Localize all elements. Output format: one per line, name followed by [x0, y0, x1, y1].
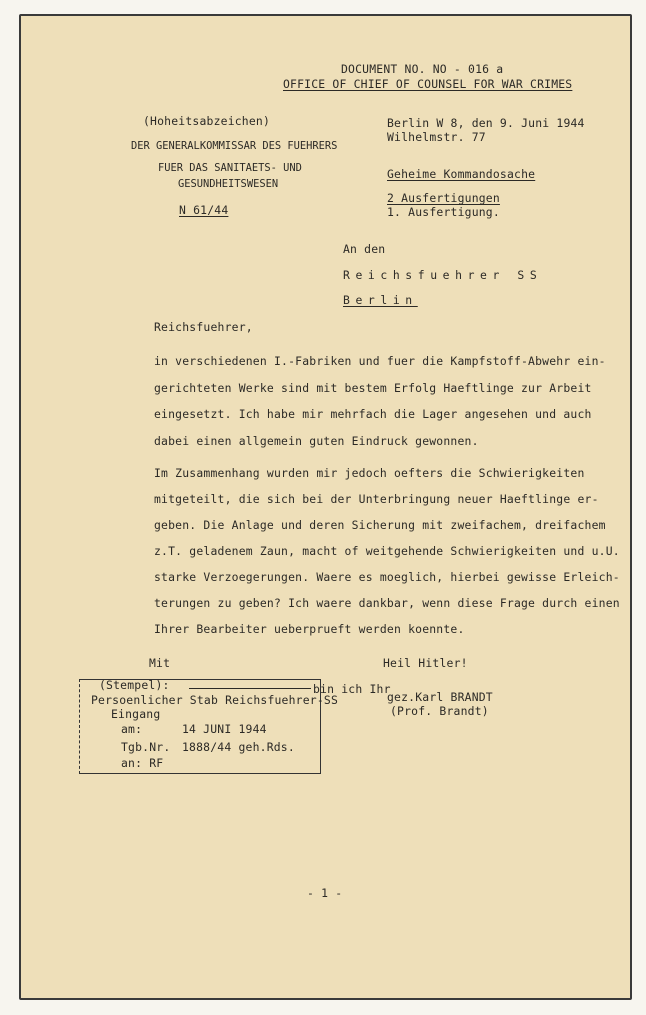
- paragraph-line: mitgeteilt, die sich bei der Unterbringung neuer Haeftlinge er-: [154, 492, 599, 506]
- paragraph-line: in verschiedenen I.-Fabriken und fuer die Kampfstoff-Abwehr ein-: [154, 354, 606, 368]
- signature: gez.Karl BRANDT: [387, 690, 493, 704]
- stamp-an: an: RF: [121, 756, 164, 770]
- paragraph-line: terungen zu geben? Ich waere dankbar, wenn diese Frage durch einen: [154, 596, 620, 610]
- paragraph-line: z.T. geladenem Zaun, macht of weitgehende Schwierigkeiten und u.U.: [154, 544, 620, 558]
- document-page: [19, 14, 632, 1000]
- sender-reference: N 61/44: [179, 203, 229, 217]
- recipient-line1: An den: [343, 242, 386, 256]
- stamp-am-label: am:: [121, 722, 143, 736]
- stamp-tgb-value: 1888/44 geh.Rds.: [182, 740, 295, 754]
- page-number: - 1 -: [307, 886, 343, 900]
- paragraph-line: geben. Die Anlage und deren Sicherung mit zweifachem, dreifachem: [154, 518, 606, 532]
- recipient-line2: Reichsfuehrer SS: [343, 268, 543, 282]
- signature-title: (Prof. Brandt): [390, 704, 489, 718]
- paragraph-line: gerichteten Werke sind mit bestem Erfolg Haeftlinge zur Arbeit: [154, 381, 592, 395]
- street-address: Wilhelmstr. 77: [387, 130, 486, 144]
- closing-middle: bin ich Ihr: [313, 682, 391, 696]
- office-heading: OFFICE OF CHIEF OF COUNSEL FOR WAR CRIMES: [283, 77, 573, 91]
- paragraph-line: Ihrer Bearbeiter ueberprueft werden koennte.: [154, 622, 465, 636]
- sender-line1: DER GENERALKOMMISSAR DES FUEHRERS: [131, 140, 338, 152]
- closing-right: Heil Hitler!: [383, 656, 468, 670]
- classification-secret: Geheime Kommandosache: [387, 167, 536, 181]
- sender-emblem: (Hoheitsabzeichen): [143, 114, 271, 128]
- closing-left: Mit: [149, 656, 171, 670]
- document-number: DOCUMENT NO. NO - 016 a: [341, 62, 504, 76]
- sender-line3: GESUNDHEITSWESEN: [178, 178, 279, 190]
- stamp-am-value: 14 JUNI 1944: [182, 722, 267, 736]
- stamp-connector-line: [189, 688, 311, 689]
- recipient-line3: Berlin: [343, 293, 418, 307]
- paragraph-line: starke Verzoegerungen. Waere es moeglich, hierbei gewisse Erleich-: [154, 570, 620, 584]
- paragraph-line: eingesetzt. Ich habe mir mehrfach die Lager angesehen und auch: [154, 407, 592, 421]
- salutation: Reichsfuehrer,: [154, 320, 253, 334]
- stamp-label: (Stempel):: [99, 678, 170, 692]
- classification-copy-no: 1. Ausfertigung.: [387, 205, 500, 219]
- stamp-tgb-label: Tgb.Nr.: [121, 740, 171, 754]
- stamp-line2: Eingang: [111, 707, 161, 721]
- classification-copies: 2 Ausfertigungen: [387, 191, 500, 205]
- sender-line2: FUER DAS SANITAETS- UND: [158, 162, 302, 174]
- place-date: Berlin W 8, den 9. Juni 1944: [387, 116, 585, 130]
- paragraph-line: Im Zusammenhang wurden mir jedoch oefters die Schwierigkeiten: [154, 466, 585, 480]
- paragraph-line: dabei einen allgemein guten Eindruck gewonnen.: [154, 434, 479, 448]
- stamp-line1: Persoenlicher Stab Reichsfuehrer-SS: [91, 693, 339, 707]
